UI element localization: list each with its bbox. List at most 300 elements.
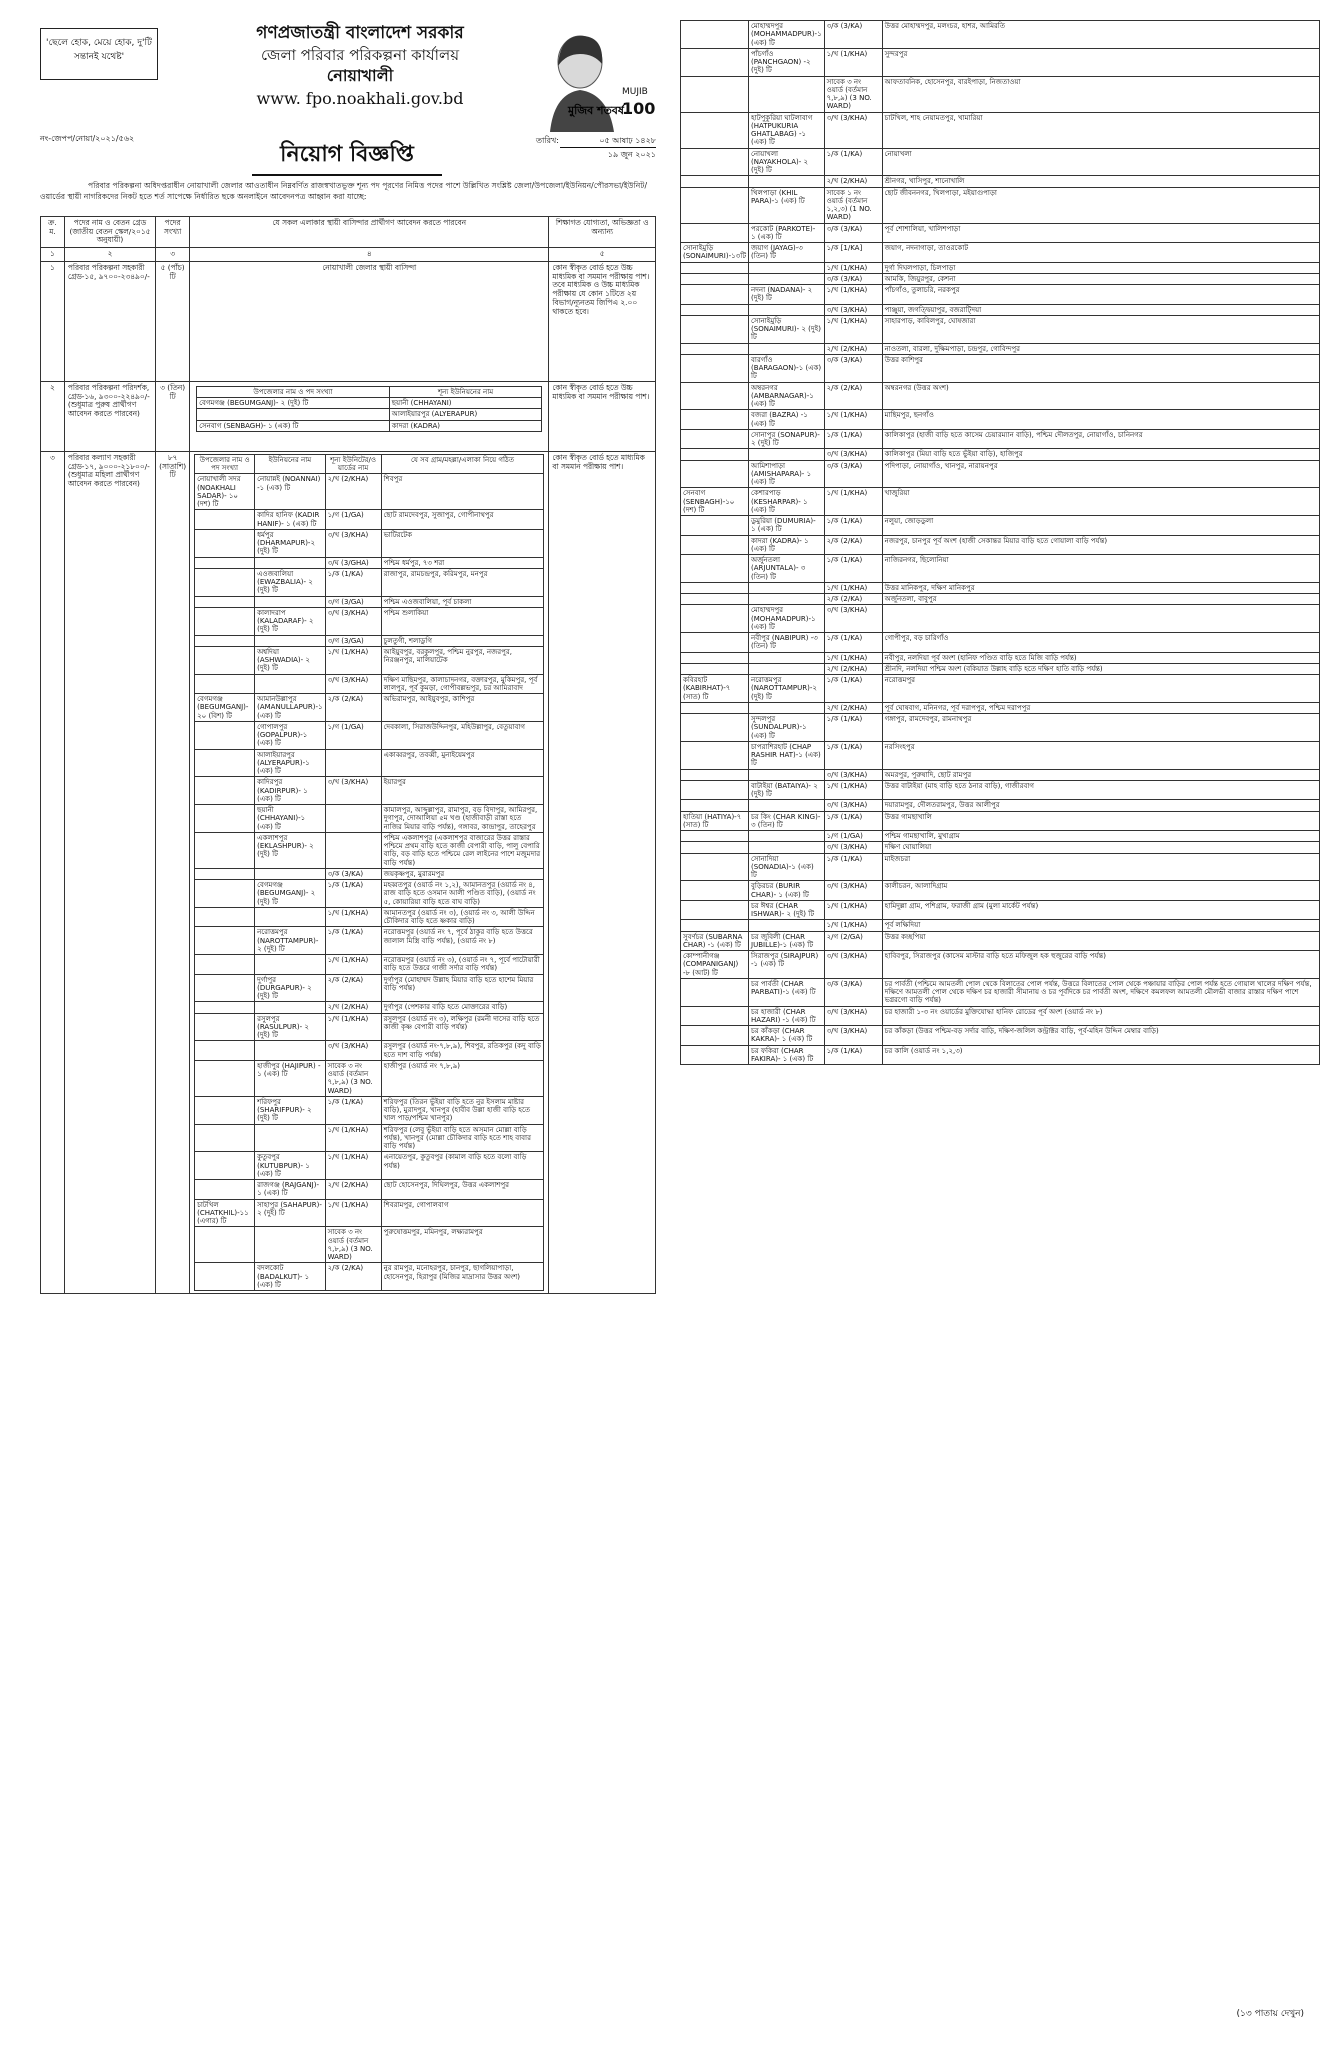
table-row bbox=[195, 1041, 544, 1061]
table-row bbox=[681, 273, 1320, 284]
table-cell: ১/ক (1/KA) bbox=[824, 516, 882, 536]
table-cell: ৩/খ (3/KHA) bbox=[824, 112, 882, 148]
table-cell: ১/ক (1/KA) bbox=[824, 853, 882, 881]
table-cell bbox=[681, 714, 749, 742]
table-cell: চর হাজারী ১-৩ নং ওয়ার্ডের মুক্তিযোদ্ধা হানিফ রোডের পূর্ব অংশ (ওয়ার্ড নং ৮) bbox=[882, 1006, 1319, 1026]
table-cell: চর ঈশ্বর (CHAR ISHWAR)- ২ (দুই) টি bbox=[749, 900, 825, 920]
table-cell bbox=[681, 633, 749, 653]
table-cell: চর কালি (ওয়ার্ড নং ১,২,৩) bbox=[882, 1045, 1319, 1065]
table-cell bbox=[195, 927, 255, 955]
table-row bbox=[195, 474, 544, 510]
table-cell: ছয়ানী (CHHAYANI)-১ (এক) টি bbox=[255, 805, 325, 833]
table-cell: বাটাইয়া (BATAIYA)- ২ (দুই) টি bbox=[749, 780, 825, 800]
table-row bbox=[195, 777, 544, 805]
table-cell: একলাশপুর (EKLASHPUR)- ২ (দুই) টি bbox=[255, 832, 325, 868]
table-cell: চুলতুগী, শলাডুগি bbox=[381, 635, 544, 646]
table-cell: সুন্দরপুর bbox=[882, 48, 1319, 76]
table-cell bbox=[681, 582, 749, 593]
table-cell bbox=[255, 1041, 325, 1061]
table-cell: এনায়েতপুর, কুতুবপুর (কামাল বাড়ি হতে বলো বাড়ি পর্যন্ত) bbox=[381, 1152, 544, 1180]
table-cell bbox=[749, 663, 825, 674]
table-row bbox=[681, 410, 1320, 430]
table-cell: উত্তর কাশিপুর bbox=[882, 354, 1319, 382]
table-cell: নবীপুর, নলদিয়া পূর্ব অংশ (হানিফ পণ্ডিত বাড়ি হতে মিজি বাড়ি পর্যন্ত) bbox=[882, 652, 1319, 663]
date-english: ১৯ জুন ২০২১ bbox=[607, 150, 656, 160]
table-cell: চাপরাশিরহাট (CHAP RASHIR HAT)-১ (এক) টি bbox=[749, 741, 825, 769]
row2-area bbox=[190, 381, 549, 451]
table-cell: সেনবাগ (SENBAGH)- ১ (এক) টি bbox=[197, 420, 390, 431]
table-cell: ১/ক (1/KA) bbox=[824, 429, 882, 449]
table-cell: রসুলপুর (ওয়ার্ড নং ৩), লক্ষিপুর (রমনী দাসের বাড়ি হতে কাজী কৃষ্ণ বেপারী বাড়ি পর্যন্ত) bbox=[381, 1013, 544, 1041]
table-row bbox=[195, 880, 544, 908]
table-cell: ২/খ (2/KHA) bbox=[325, 1180, 381, 1200]
table-row bbox=[681, 714, 1320, 742]
table-cell bbox=[749, 343, 825, 354]
table-cell: অর্জুনতলা (ARJUNTALA)- ৩ (তিন) টি bbox=[749, 555, 825, 583]
table-cell: দুর্গাপুর (মোহাম্মদ উল্লাহ মিয়ার বাড়ি হতে হাশেম মিয়ার বাড়ি পর্যন্ত) bbox=[381, 974, 544, 1002]
table-cell: শ্রীনগর, খাসিপুর, শানোখালি bbox=[882, 176, 1319, 187]
table-cell: কালিকাপুর (হাজী বাড়ি হতে কাসেম চেয়ারম্যান বাড়ি), পশ্চিম দৌলতপুর, নোয়াগাঁও, চানিনগর bbox=[882, 429, 1319, 449]
table-cell bbox=[681, 780, 749, 800]
table-cell bbox=[681, 273, 749, 284]
table-row bbox=[681, 449, 1320, 460]
row2-sl: ২ bbox=[41, 381, 65, 451]
header-count: পদের সংখ্যা bbox=[156, 217, 190, 248]
table-cell: ৩/খ (3/KHA) bbox=[325, 529, 381, 557]
office-header bbox=[210, 22, 510, 111]
upazila-header: উপজেলার নাম ও পদ সংখ্যা bbox=[197, 386, 390, 397]
table-row bbox=[681, 429, 1320, 449]
table-cell: ১/ক (1/KA) bbox=[824, 811, 882, 831]
table-cell bbox=[681, 223, 749, 243]
table-cell: শরিফপুর (SHARIFPUR)- ২ (দুই) টি bbox=[255, 1096, 325, 1124]
table-cell: নবীপুর (NABIPUR) -৩ (তিন) টি bbox=[749, 633, 825, 653]
table-cell: চাটখিল (CHATKHIL)-১১ (এগার) টি bbox=[195, 1199, 255, 1227]
sub-header-unit: শূন্য ইউনিটের/ও য়ার্ডের নাম bbox=[325, 454, 381, 474]
table-cell: ৩/ঘ (3/GHA) bbox=[325, 557, 381, 568]
table-cell bbox=[681, 831, 749, 842]
table-cell: ১/খ (1/KHA) bbox=[325, 907, 381, 927]
table-row bbox=[195, 1263, 544, 1291]
table-cell: ১/খ (1/KHA) bbox=[824, 285, 882, 305]
union-header: শূন্য ইউনিয়নের নাম bbox=[389, 386, 542, 397]
table-cell: কামালপুর, আব্দুল্লাপুর, রামাপুর, বড় বিদাপুর, আমিরপুর, দুগাপুর, দোআলিয়া ৫ম খণ্ড (হাজীবাড়ী রাস্তা হতে নাজির মিয়ার বাড়ি পর্যন্ত), গঙ্গাবর, কান্দ্রাপুর, তাহেরপুর bbox=[381, 805, 544, 833]
table-cell bbox=[195, 805, 255, 833]
table-cell bbox=[681, 652, 749, 663]
table-row bbox=[681, 853, 1320, 881]
table-cell: রসুলপুর (RASULPUR)- ২ (দুই) টি bbox=[255, 1013, 325, 1041]
upazila-vacancy-table bbox=[196, 386, 542, 432]
table-cell bbox=[681, 304, 749, 315]
vacancy-table bbox=[40, 216, 656, 1294]
right-column bbox=[680, 20, 1320, 2030]
table-row bbox=[681, 285, 1320, 305]
table-row bbox=[681, 663, 1320, 674]
table-row bbox=[681, 112, 1320, 148]
table-row bbox=[195, 955, 544, 975]
table-cell: চর ফকিরা (CHAR FAKIRA)- ১ (এক) টি bbox=[749, 1045, 825, 1065]
table-cell: নুর রামপুর, মনোহরপুর, চানপুর, ছাগলিয়াপাড়া, হোসেনপুর, হিরাপুর (মিজির মাদ্রাসার উত্তর অংশ) bbox=[381, 1263, 544, 1291]
table-cell: নোয়াখলা bbox=[882, 148, 1319, 176]
table-cell: সাহাপুর (SAHAPUR)- ২ (দুই) টি bbox=[255, 1199, 325, 1227]
table-row bbox=[681, 702, 1320, 713]
table-cell: ৩/খ (3/KHA) bbox=[824, 1006, 882, 1026]
table-row bbox=[681, 382, 1320, 410]
table-row bbox=[681, 535, 1320, 555]
table-cell: পরকোট (PARKOTE)- ১ (এক) টি bbox=[749, 223, 825, 243]
table-row bbox=[681, 223, 1320, 243]
table-cell: চর কিং (CHAR KING)- ৩ (তিন) টি bbox=[749, 811, 825, 831]
table-cell bbox=[749, 582, 825, 593]
table-cell: কালিকাপুর (মিয়া বাড়ি হতে ভুঁইয়া বাড়ি), হাজিপুর bbox=[882, 449, 1319, 460]
table-cell: অম্বরনগর (উত্তর অংশ) bbox=[882, 382, 1319, 410]
govt-name: গণপ্রজাতন্ত্রী বাংলাদেশ সরকার bbox=[256, 23, 464, 43]
table-cell: পূর্ব লক্ষিদিয়া bbox=[882, 920, 1319, 931]
table-cell: ২/খ (2/KHA) bbox=[824, 343, 882, 354]
table-cell bbox=[681, 449, 749, 460]
table-row bbox=[681, 243, 1320, 263]
table-cell bbox=[681, 410, 749, 430]
table-cell: ১/ক (1/KA) bbox=[824, 148, 882, 176]
table-row bbox=[195, 1227, 544, 1263]
table-cell bbox=[749, 652, 825, 663]
table-cell: বজরা (BAZRA) -১ (এক) টি bbox=[749, 410, 825, 430]
mujib-100-emblem bbox=[510, 24, 660, 134]
table-row bbox=[681, 842, 1320, 853]
table-cell: জয়াগ, নদনাগাড়া, তাওরকোট bbox=[882, 243, 1319, 263]
table-cell: রাজাপুর, রামচন্দ্রপুর, করিমপুর, মনপুর bbox=[381, 568, 544, 596]
table-cell: অর্জুনতলা, বাবুপুর bbox=[882, 594, 1319, 605]
table-cell bbox=[255, 557, 325, 568]
table-cell bbox=[681, 881, 749, 901]
table-cell: ইয়ারপুর bbox=[381, 777, 544, 805]
row2-count: ৩ (তিন) টি bbox=[156, 381, 190, 451]
table-cell: ৩/খ (3/KHA) bbox=[325, 777, 381, 805]
date-label: তারিখ: bbox=[536, 136, 559, 145]
header-area: যে সকল এলাকার স্থায়ী বাসিন্দার প্রার্থীগণ আবেদন করতে পারবেন bbox=[190, 217, 549, 248]
table-row bbox=[195, 974, 544, 1002]
table-cell: সাবেক ৩ নং ওয়ার্ড (বর্তমান ৭,৮,৯) (3 NO. WARD) bbox=[824, 76, 882, 112]
table-cell: শরিফপুর (তিরন ভুঁইয়া বাড়ি হতে নুর ইসলাম মাষ্টার বাড়ি), মুরাদপুর, খানপুর (হাবীব উল্লা হাজী বাড়ি হতে খাল পাড়/পশ্চিম খানপুর) bbox=[381, 1096, 544, 1124]
table-row bbox=[195, 749, 544, 777]
table-cell: নরোত্তমপুর bbox=[882, 675, 1319, 703]
table-cell: নজরপুর, চানপুর পূর্ব অংশ (হাজী সেকান্তর মিয়ার বাড়ি হতে গোয়ালা বাড়ি পর্যন্ত) bbox=[882, 535, 1319, 555]
table-cell: ২/ক (2/KA) bbox=[824, 594, 882, 605]
emblem-latin: MUJIB bbox=[622, 87, 648, 97]
table-row bbox=[681, 1006, 1320, 1026]
table-cell: ১/খ (1/KHA) bbox=[824, 48, 882, 76]
table-cell bbox=[195, 777, 255, 805]
table-row bbox=[195, 1013, 544, 1041]
table-cell: ৩/খ (3/KHA) bbox=[325, 1041, 381, 1061]
table-cell: ৩/ক (3/KA) bbox=[824, 460, 882, 488]
table-row bbox=[681, 460, 1320, 488]
table-cell: কাদরা (KADRA)- ১ (এক) টি bbox=[749, 535, 825, 555]
table-cell: পশ্চিম ধর্মপুর, ৭৩ শরা bbox=[381, 557, 544, 568]
table-cell bbox=[195, 596, 255, 607]
table-cell bbox=[681, 1026, 749, 1046]
table-header-row bbox=[41, 217, 656, 248]
table-cell: কাদরা (KADRA) bbox=[389, 420, 542, 431]
table-cell: কবিরহাট (KABIRHAT)-৭ (সাত) টি bbox=[681, 675, 749, 703]
header-qualification: শিক্ষাগত যোগ্যতা, অভিজ্ঞতা ও অন্যান্য bbox=[549, 217, 656, 248]
table-cell: আইয়ুবপুর, বরকুলপুর, পশ্চিম নুরপুর, নজরপুর, নিরঞ্জনপুর, মালিয়াটেক bbox=[381, 646, 544, 674]
table-row bbox=[681, 48, 1320, 76]
table-row bbox=[197, 409, 542, 420]
table-cell bbox=[195, 1152, 255, 1180]
table-cell bbox=[325, 832, 381, 868]
table-cell: ১/গ (1/GA) bbox=[325, 721, 381, 749]
table-cell bbox=[195, 1263, 255, 1291]
table-cell bbox=[749, 449, 825, 460]
table-row bbox=[681, 315, 1320, 343]
table-cell: কেশারপাড় (KESHARPAR)- ১ (এক) টি bbox=[749, 488, 825, 516]
table-cell: ধর্মপুর (DHARMAPUR)-২ (দুই) টি bbox=[255, 529, 325, 557]
table-row bbox=[195, 568, 544, 596]
table-cell bbox=[195, 749, 255, 777]
table-cell: হাতিয়া (HATIYA)-৭ (সাত) টি bbox=[681, 811, 749, 831]
table-cell: হামিদুল্লা গ্রাম, পশিগ্রাম, ফরাজী গ্রাম (মুলা মার্কেট পর্যন্ত) bbox=[882, 900, 1319, 920]
table-cell: দুর্গাপুর (DURGAPUR)- ২ (দুই) টি bbox=[255, 974, 325, 1002]
table-cell: শিবরামপুর, গোপালবাগ bbox=[381, 1199, 544, 1227]
table-cell: দুর্গাপুর (পেশকার বাড়ি হতে মোক্তারের বাড়ি) bbox=[381, 1002, 544, 1013]
table-cell: আলাইয়ারপুর (ALYERAPUR) bbox=[389, 409, 542, 420]
table-row bbox=[681, 555, 1320, 583]
table-cell: ১/খ (1/KHA) bbox=[824, 410, 882, 430]
table-cell: সাবেক ১ নং ওয়ার্ড (বর্তমান ১,২,৩) (1 NO. WARD) bbox=[824, 187, 882, 223]
table-cell bbox=[195, 607, 255, 635]
unit-vacancy-table-continued bbox=[680, 20, 1320, 1065]
table-row bbox=[681, 920, 1320, 931]
table-cell: ১/গ (1/GA) bbox=[824, 831, 882, 842]
table-cell: এওজবালিয়া (EWAZBALIA)- ২ (দুই) টি bbox=[255, 568, 325, 596]
table-cell bbox=[195, 1002, 255, 1013]
table-cell: ৩/গ (3/GA) bbox=[325, 596, 381, 607]
table-cell bbox=[255, 596, 325, 607]
table-cell: কোম্পানীগঞ্জ (COMPANIGANJ) -৮ (আট) টি bbox=[681, 951, 749, 979]
sub-header-upazila: উপজেলার নাম ও পদ সংখ্যা bbox=[195, 454, 255, 474]
table-cell bbox=[681, 702, 749, 713]
date-bangla: ০৫ আষাঢ় ১৪২৮ bbox=[599, 136, 656, 145]
table-cell: ২/খ (2/KHA) bbox=[824, 663, 882, 674]
table-cell bbox=[195, 568, 255, 596]
table-cell: বারগাঁও (BARAGAON)-১ (এক) টি bbox=[749, 354, 825, 382]
table-cell: আমানউল্লাপুর (AMANULLAPUR)-১ (এক) টি bbox=[255, 694, 325, 722]
row1-post: পরিবার পরিকল্পনা সহকারী গ্রেড-১৫, ৯৭০০-২৩৪৯০/- bbox=[64, 261, 155, 381]
emblem-text: মুজিব শতবর্ষ bbox=[568, 104, 624, 117]
table-row bbox=[681, 488, 1320, 516]
col-num-2: ২ bbox=[64, 248, 155, 262]
table-cell bbox=[681, 76, 749, 112]
table-cell: ১/খ (1/KHA) bbox=[824, 315, 882, 343]
table-cell: অমরপুর, পুরুষাদি, ছোট রামপুর bbox=[882, 769, 1319, 780]
sub-header-union: ইউনিয়নের নাম bbox=[255, 454, 325, 474]
table-cell: কাদির হানিফ (KADIR HANIF)- ১ (এক) টি bbox=[255, 510, 325, 530]
table-cell: মহব্বতপুর (ওয়ার্ড নং ১,২), আমানতপুর (ওয়ার্ড নং ৪, রাজ বাড়ি হতে ওসমান আলী পণ্ডিত বাড়ি), (ওয়ার্ড নং ৫, কোয়ারিয়া বাড়ি হতে বাঘ বাড়ি) bbox=[381, 880, 544, 908]
table-cell: বুড়িরচর (BURIR CHAR)- ১ (এক) টি bbox=[749, 881, 825, 901]
table-cell: পদিপাড়া, নোয়াগাঁও, খানপুর, নারায়নপুর bbox=[882, 460, 1319, 488]
table-cell: ১/খ (1/KHA) bbox=[325, 1013, 381, 1041]
col-num-5: ৫ bbox=[549, 248, 656, 262]
table-row bbox=[681, 741, 1320, 769]
table-cell: ৩/ক (3/KA) bbox=[824, 354, 882, 382]
row1-count: ৫ (পাঁচ) টি bbox=[156, 261, 190, 381]
table-cell bbox=[195, 1124, 255, 1152]
table-row bbox=[681, 594, 1320, 605]
table-row bbox=[681, 652, 1320, 663]
table-cell: গঙ্গাপুর, রামদেবপুর, রামনাথপুর bbox=[882, 714, 1319, 742]
table-cell: শরিফপুর (লেবু ভুঁইয়া বাড়ি হতে অসমান মোল্লা বাড়ি পর্যন্ত), খানপুর (মোল্লা চৌকিদার বাড়ি হতে শাহ বাবার বাড়ি পর্যন্ত) bbox=[381, 1124, 544, 1152]
table-row bbox=[195, 646, 544, 674]
table-cell: চাটখিল, শাহ নেয়ামতপুর, খামারিয়া bbox=[882, 112, 1319, 148]
table-row bbox=[195, 694, 544, 722]
table-cell: ৩/ক (3/KA) bbox=[824, 21, 882, 49]
table-cell bbox=[325, 805, 381, 833]
table-cell: পাঁচগাঁও (PANCHGAON) -২ (দুই) টি bbox=[749, 48, 825, 76]
table-row bbox=[197, 398, 542, 409]
table-row bbox=[681, 343, 1320, 354]
table-cell: ৩/খ (3/KHA) bbox=[824, 951, 882, 979]
table-cell: চর কাঁকড়া (CHAR KAKRA)- ১ (এক) টি bbox=[749, 1026, 825, 1046]
table-cell bbox=[195, 646, 255, 674]
table-cell: ৩/ক (3/KA) bbox=[325, 868, 381, 879]
row1-area: নোয়াখালী জেলার স্থায়ী বাসিন্দা bbox=[190, 261, 549, 381]
table-cell bbox=[255, 955, 325, 975]
table-row bbox=[195, 596, 544, 607]
table-row bbox=[195, 1124, 544, 1152]
table-cell bbox=[882, 605, 1319, 633]
table-cell: আমানতপুর (ওয়ার্ড নং ৩), (ওয়ার্ড নং ৩, আলী উদ্দিন চৌকিদার বাড়ি হতে ষ্ণকার বাড়ি) bbox=[381, 907, 544, 927]
header-post: পদের নাম ও বেতন গ্রেড (জাতীয় বেতন স্কেল/২০১৫ অনুযায়ী) bbox=[64, 217, 155, 248]
table-cell bbox=[195, 674, 255, 694]
table-row bbox=[681, 769, 1320, 780]
table-row bbox=[681, 800, 1320, 811]
table-cell: খাজুরিয়া bbox=[882, 488, 1319, 516]
table-cell bbox=[749, 304, 825, 315]
table-cell: জয়কৃষ্ণপুর, মুরারমপুর bbox=[381, 868, 544, 879]
table-cell: চর জুবিলী (CHAR JUBILLE)-১ (এক) টি bbox=[749, 931, 825, 951]
table-cell: পাঁচগাঁও, তুলাচরি, নরকপুর bbox=[882, 285, 1319, 305]
website-link[interactable]: www. fpo.noakhali.gov.bd bbox=[256, 88, 464, 108]
table-cell bbox=[195, 557, 255, 568]
table-cell: ৩/খ (3/KHA) bbox=[824, 881, 882, 901]
table-cell: হাবিবপুর, সিরাজপুর (কাসেম মাস্টার বাড়ি হতে মফিজুল হক হুজুরের বাড়ি পর্যন্ত) bbox=[882, 951, 1319, 979]
table-cell bbox=[681, 516, 749, 536]
table-cell bbox=[681, 800, 749, 811]
table-cell: ২/ক (2/KA) bbox=[824, 535, 882, 555]
table-cell: ২/খ (2/KHA) bbox=[325, 1002, 381, 1013]
table-cell bbox=[681, 741, 749, 769]
table-row bbox=[41, 261, 656, 381]
table-cell: নরসিংহপুর bbox=[882, 741, 1319, 769]
table-cell: মাছিমপুর, ছনগাঁও bbox=[882, 410, 1319, 430]
table-cell: সাবেক ৩ নং ওয়ার্ড (বর্তমান ৭,৮,৯) (3 NO. WARD) bbox=[325, 1060, 381, 1096]
table-cell: ১/ক (1/KA) bbox=[824, 675, 882, 703]
table-cell: চর হাজারী (CHAR HAZARI) -১ (এক) টি bbox=[749, 1006, 825, 1026]
table-cell: ২/খ (2/KHA) bbox=[824, 176, 882, 187]
table-cell bbox=[749, 76, 825, 112]
table-cell bbox=[681, 1045, 749, 1065]
table-cell: উত্তর মোহাম্মদপুর, মলংচর, হাশর, আমিরতি bbox=[882, 21, 1319, 49]
table-cell: ডুমুরিয়া (DUMURIA)- ১ (এক) টি bbox=[749, 516, 825, 536]
table-cell: ২/ক (2/KA) bbox=[325, 974, 381, 1002]
table-cell bbox=[681, 842, 749, 853]
table-row bbox=[681, 1045, 1320, 1065]
table-cell bbox=[195, 1096, 255, 1124]
table-cell bbox=[681, 48, 749, 76]
row3-area bbox=[190, 451, 549, 1293]
table-cell: মাইজচরা bbox=[882, 853, 1319, 881]
table-cell: ৩/খ (3/KHA) bbox=[824, 605, 882, 633]
table-cell bbox=[195, 721, 255, 749]
table-row bbox=[681, 633, 1320, 653]
table-cell: উত্তর বাটাইয়া (মাহ বাড়ি হতে ঠনার বাড়ি), গাজীরবাগ bbox=[882, 780, 1319, 800]
table-cell: সিরাজপুর (SIRAJPUR) -১ (এক) টি bbox=[749, 951, 825, 979]
table-row bbox=[41, 381, 656, 451]
table-cell: ছোট জীবননগর, খিলপাড়া, মইয়াগুপাড়া bbox=[882, 187, 1319, 223]
table-cell: ১/খ (1/KHA) bbox=[325, 1152, 381, 1180]
table-cell: খিলপাড়া (KHIL PARA)-১ (এক) টি bbox=[749, 187, 825, 223]
table-cell: ৩/খ (3/KHA) bbox=[824, 842, 882, 853]
table-cell: সোনাদিয়া (SONADIA)-১ (এক) টি bbox=[749, 853, 825, 881]
table-row bbox=[195, 529, 544, 557]
table-cell: ১/ক (1/KA) bbox=[325, 568, 381, 596]
table-cell: ২/খ (2/KHA) bbox=[824, 702, 882, 713]
table-cell bbox=[195, 880, 255, 908]
table-cell: ভাটিরটেক bbox=[381, 529, 544, 557]
table-cell: ১/খ (1/KHA) bbox=[824, 780, 882, 800]
table-cell: দেবকালা, সিরাজউদ্দিনপুর, মহিউল্লাপুর, বেতুয়াবাগ bbox=[381, 721, 544, 749]
col-num-3: ৩ bbox=[156, 248, 190, 262]
table-cell: ২/ক (2/KA) bbox=[824, 382, 882, 410]
table-cell bbox=[681, 148, 749, 176]
table-cell bbox=[681, 262, 749, 273]
table-cell: আমিশাপাড়া (AMISHAPARA)- ১ (এক) টি bbox=[749, 460, 825, 488]
table-cell: দুর্গা দিঘলপাড়া, চিলপাড়া bbox=[882, 262, 1319, 273]
table-cell: ৩/ক (3/KA) bbox=[824, 978, 882, 1006]
table-row bbox=[681, 187, 1320, 223]
table-row bbox=[681, 780, 1320, 800]
table-row bbox=[195, 832, 544, 868]
table-cell bbox=[681, 920, 749, 931]
table-cell: সাবেক ৩ নং ওয়ার্ড (বর্তমান ৭,৮,৯) (3 NO. WARD) bbox=[325, 1227, 381, 1263]
table-cell bbox=[749, 262, 825, 273]
table-row bbox=[681, 516, 1320, 536]
table-cell bbox=[325, 749, 381, 777]
table-row bbox=[195, 1152, 544, 1180]
table-cell: কালীচরন, আলাদিগ্রাম bbox=[882, 881, 1319, 901]
table-cell: নরোত্তমপুর (ওয়ার্ড নং ৩), (ওয়ার্ড নং ৭, পূর্বে পাটোয়ারী বাড়ি হতে উত্তরে গাজী সর্দার বাড়ি পর্যন্ত) bbox=[381, 955, 544, 975]
table-cell: চর পার্বতী (পশ্চিমে আমতলী পোল থেকে বিলাতের পোল পর্যন্ত, উত্তরে বিলাতের পোল থেকে পঞ্চায়ার বাড়ির পোল পর্যন্ত হতে গোয়াল খালের দক্ষিণ পর্যন্ত, দক্ষিণে আমতলী পোল থেকে দক্ষিণ চর হাজারী সীমানায় ও চর পূর্বদিকে চর পার্বতী অংশ, দক্ষিণে কমলফল আমতলী মৌলভী বাজার রাস্তার দক্ষিণ পাশে ভগ্নরগো বাড়ি পর্যন্ত) bbox=[882, 978, 1319, 1006]
table-cell bbox=[749, 273, 825, 284]
table-cell: রাজগঞ্জ (RAJGANJ)- ১ (এক) টি bbox=[255, 1180, 325, 1200]
table-cell: কুতুবপুর (KUTUBPUR)- ১ (এক) টি bbox=[255, 1152, 325, 1180]
table-cell: বেগমগঞ্জ (BEGUMGANJ)- ২ (দুই) টি bbox=[197, 398, 390, 409]
slogan-box: 'ছেলে হোক, মেয়ে হোক, দু'টি সন্তানই যথেষ্ট' bbox=[40, 28, 158, 80]
district-name: নোয়াখালী bbox=[326, 66, 394, 86]
table-cell bbox=[681, 605, 749, 633]
table-cell: নরোত্তমপুর (ওয়ার্ড নং ৭, পূর্বে ঠাকুর বাড়ি হতে উত্তরে জালাল মিস্ত্রি বাড়ি পর্যন্ত), (ওয়ার্ড নং ৮) bbox=[381, 927, 544, 955]
table-cell bbox=[681, 460, 749, 488]
table-cell bbox=[255, 1124, 325, 1152]
table-cell: কাদিরপুর (KADIRPUR)- ১ (এক) টি bbox=[255, 777, 325, 805]
table-cell: নলুয়া, জোড়ডুলা bbox=[882, 516, 1319, 536]
table-row bbox=[41, 451, 656, 1293]
table-cell bbox=[681, 769, 749, 780]
table-cell: উত্তর কচ্ছপিয়া bbox=[882, 931, 1319, 951]
table-cell: ১/ক (1/KA) bbox=[824, 714, 882, 742]
table-cell: ছয়ানী (CHHAYANI) bbox=[389, 398, 542, 409]
